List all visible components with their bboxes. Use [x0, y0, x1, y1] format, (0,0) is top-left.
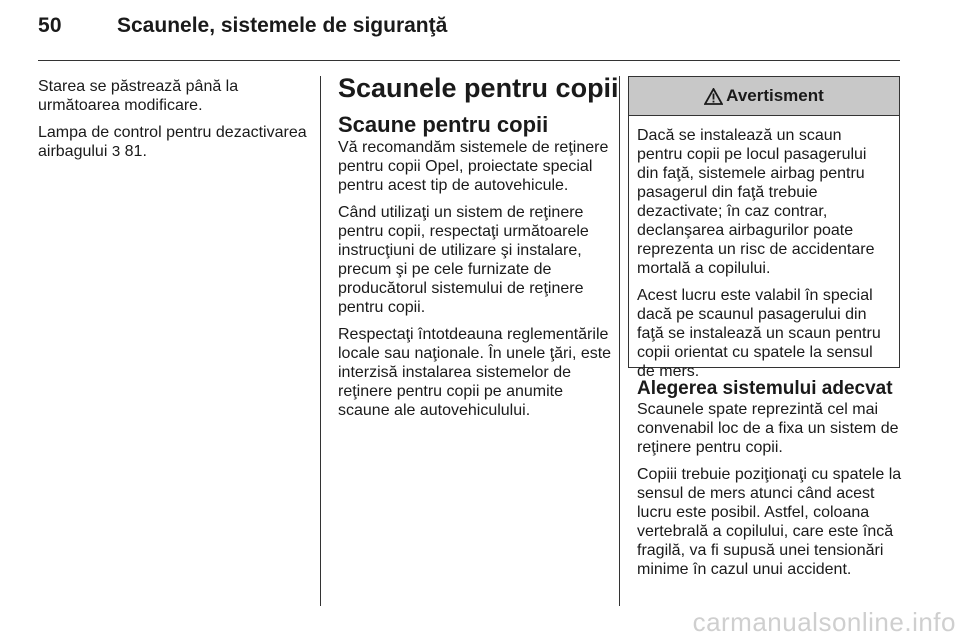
header-rule: [38, 60, 900, 61]
column-divider-2: [619, 76, 620, 606]
column-left: [38, 77, 308, 169]
paragraph-regulations: Respectaţi întotdeauna reglementările locale sau naţionale. În unele ţări, este interzisă instalarea sistemelor de reţinere pentru copii pe anumite scaune ale autovehiculului.: [338, 326, 612, 419]
chapter-title: Scaunele, sistemele de siguranţă: [117, 14, 448, 37]
warning-triangle-icon: [704, 88, 723, 105]
paragraph-state-kept: Starea se păstrează până la următoarea modificare.: [38, 78, 239, 114]
warning-paragraph-2: Acest lucru este valabil în special dacă pe scaunul pasagerului din faţă se instalează un scaun pentru copii orientat cu spatele la sensul de mers.: [637, 287, 881, 380]
paragraph-instructions: Când utilizaţi un sistem de reţinere pentru copii, respectaţi următoarele instrucţiuni de utilizare şi instalare, precum şi pe cele furnizate de producătorul sistemului de reţinere pentru copii.: [338, 204, 589, 316]
paragraph-recommendation: Vă recomandăm sistemele de reţinere pentru copii Opel, proiectate special pentru acest tip de autovehicule.: [338, 139, 609, 194]
column-middle: [338, 72, 619, 428]
triangle-reference-icon: 3: [111, 143, 121, 160]
column-divider-1: [320, 76, 321, 606]
paragraph-rear-facing: Copiii trebuie poziţionaţi cu spatele la sensul de mers atunci când acest lucru este posibil. Astfel, coloana vertebrală a copilului, care este încă fragilă, va fi supusă unei tensionări minime în cazul unui accident.: [637, 466, 902, 578]
column-right: [637, 378, 903, 587]
warning-paragraph-1: Dacă se instalează un scaun pentru copii pe locul pasagerului din faţă, sistemele airbag pentru pasagerul din faţă trebuie dezactivate; în caz contrar, declanşarea airbagurilor poate reprezenta un risc de accidentare mortală a copilului.: [637, 127, 875, 277]
section-heading: Scaunele pentru copii: [338, 73, 619, 103]
subsection-heading-choose-system: Alegerea sistemului adecvat: [637, 378, 893, 399]
warning-box: [628, 76, 900, 380]
airbag-lamp-text: Lampa de control pentru dezactivarea airbagului: [38, 124, 307, 160]
subsection-heading: Scaune pentru copii: [338, 112, 549, 137]
page-reference-link[interactable]: 81.: [124, 143, 147, 160]
warning-body: [629, 116, 899, 381]
watermark: carmanualsonline.info: [692, 607, 956, 637]
warning-title: Avertisment: [726, 86, 824, 105]
warning-header: [629, 77, 899, 116]
page-number: 50: [38, 14, 62, 37]
paragraph-rear-seats: Scaunele spate reprezintă cel mai convenabil loc de a fixa un sistem de reţinere pentru copii.: [637, 401, 899, 456]
paragraph-airbag-lamp: [38, 123, 308, 161]
